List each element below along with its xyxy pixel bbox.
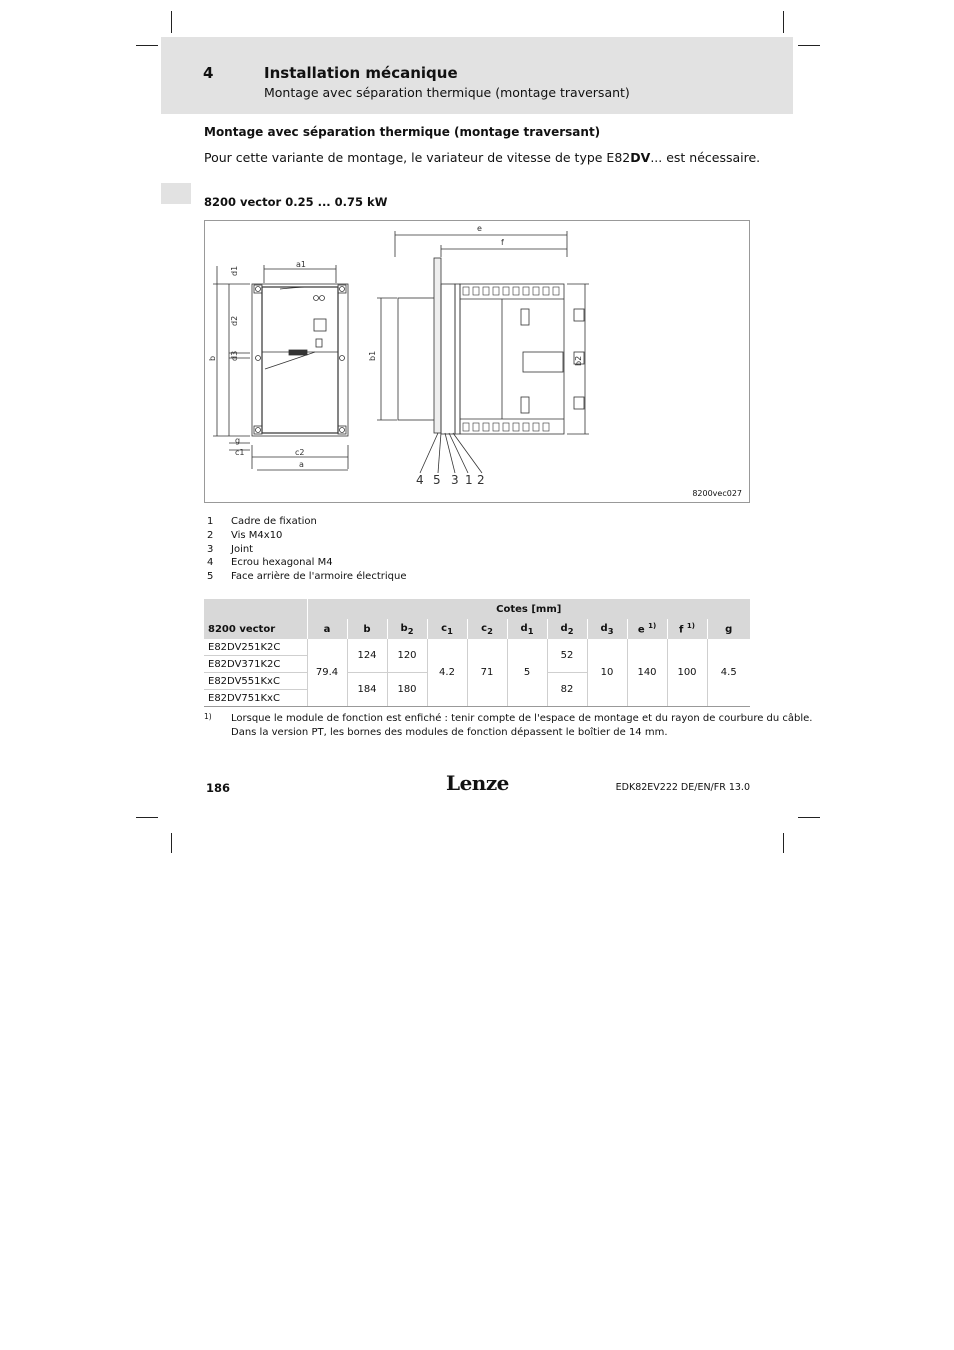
- intro-text: Pour cette variante de montage, le variateur de vitesse de type E82DV... est nécessaire.: [204, 150, 761, 165]
- dim-label-d2: d2: [230, 315, 239, 326]
- col-header: b: [347, 619, 387, 639]
- callout-2: 2: [477, 473, 485, 487]
- footnote-line-2: Dans la version PT, les bornes des modules de fonction dépassent le boîtier de 14 mm.: [231, 727, 668, 738]
- value-f: 100: [667, 639, 707, 707]
- document-reference: EDK82EV222 DE/EN/FR 13.0: [615, 782, 750, 793]
- first-col-header: 8200 vector: [204, 619, 307, 639]
- footnote-mark: 1): [204, 712, 212, 721]
- dim-label-b1: b1: [368, 350, 377, 361]
- dim-label-g: g: [235, 436, 241, 445]
- col-header: g: [707, 619, 750, 639]
- value-b2: 120: [387, 639, 427, 673]
- legend-item: 2 Vis M4x10: [207, 529, 283, 541]
- col-header: $b_2$: [387, 619, 427, 639]
- value-d2: 82: [547, 673, 587, 707]
- dim-label-d1: d1: [230, 265, 239, 276]
- crop-mark: [136, 817, 158, 818]
- model-name: E82DV751KxC: [204, 690, 307, 707]
- chapter-title: Installation mécanique: [264, 64, 458, 82]
- legend-item: 1 Cadre de fixation: [207, 516, 317, 527]
- dim-label-b: b: [208, 355, 217, 361]
- crop-mark: [783, 833, 784, 853]
- side-tab: [161, 183, 191, 204]
- value-a: 79.4: [307, 639, 347, 707]
- col-header: e $^{1)}$: [627, 619, 667, 639]
- crop-mark: [798, 817, 820, 818]
- legend-item: 5 Face arrière de l'armoire électrique: [207, 571, 407, 583]
- group-header: Cotes [mm]: [307, 599, 750, 619]
- model-name: E82DV551KxC: [204, 673, 307, 690]
- value-b: 184: [347, 673, 387, 707]
- figure-legend: [207, 516, 406, 585]
- dim-label-c2: c2: [295, 448, 305, 457]
- dim-label-b2: b2: [574, 355, 583, 366]
- crop-mark: [798, 45, 820, 46]
- chapter-number: 4: [203, 64, 214, 82]
- model-name: E82DV371K2C: [204, 656, 307, 673]
- dim-label-a1: a1: [296, 260, 306, 269]
- dim-label-c1: c1: [235, 448, 245, 457]
- header-band: [161, 37, 793, 114]
- figure-code: 8200vec027: [692, 489, 742, 498]
- col-header: $d_2$: [547, 619, 587, 639]
- col-header: f $^{1)}$: [667, 619, 707, 639]
- callout-1: 1: [465, 473, 473, 487]
- page-number: 186: [206, 781, 231, 795]
- side-view: [377, 231, 589, 473]
- footnote-rule: [204, 706, 750, 707]
- table-row: [204, 639, 750, 656]
- dim-label-f: f: [501, 238, 504, 247]
- footnote-line-1: Lorsque le module de fonction est enfiché : tenir compte de l'espace de montage et du rayon de courbure du câble.: [231, 713, 813, 724]
- crop-mark: [171, 11, 172, 33]
- section-heading: Montage avec séparation thermique (montage traversant): [204, 125, 601, 139]
- col-header: $c_1$: [427, 619, 467, 639]
- callout-5: 5: [433, 473, 441, 487]
- dim-label-d3: d3: [230, 350, 239, 361]
- value-d2: 52: [547, 639, 587, 673]
- callout-3: 3: [451, 473, 459, 487]
- crop-mark: [783, 11, 784, 33]
- dimension-drawing: [204, 220, 750, 503]
- model-name: E82DV251K2C: [204, 639, 307, 656]
- col-header: a: [307, 619, 347, 639]
- crop-mark: [136, 45, 158, 46]
- value-g: 4.5: [707, 639, 750, 707]
- legend-item: 3 Joint: [207, 543, 254, 555]
- front-view: [213, 265, 348, 470]
- value-c1: 4.2: [427, 639, 467, 707]
- value-b2: 180: [387, 673, 427, 707]
- drawing-svg: [205, 221, 749, 502]
- brand-logo: Lenze: [446, 771, 509, 795]
- col-header: $c_2$: [467, 619, 507, 639]
- dim-label-a: a: [299, 460, 304, 469]
- crop-mark: [171, 833, 172, 853]
- dimensions-table: [204, 599, 750, 707]
- value-e: 140: [627, 639, 667, 707]
- value-b: 124: [347, 639, 387, 673]
- chapter-subtitle: Montage avec séparation thermique (montage traversant): [264, 85, 630, 100]
- value-d3: 10: [587, 639, 627, 707]
- dim-label-e: e: [477, 224, 482, 233]
- value-c2: 71: [467, 639, 507, 707]
- sub-heading: 8200 vector 0.25 ... 0.75 kW: [204, 195, 388, 209]
- col-header: $d_1$: [507, 619, 547, 639]
- col-header: $d_3$: [587, 619, 627, 639]
- value-d1: 5: [507, 639, 547, 707]
- legend-item: 4 Ecrou hexagonal M4: [207, 557, 333, 569]
- callout-4: 4: [416, 473, 424, 487]
